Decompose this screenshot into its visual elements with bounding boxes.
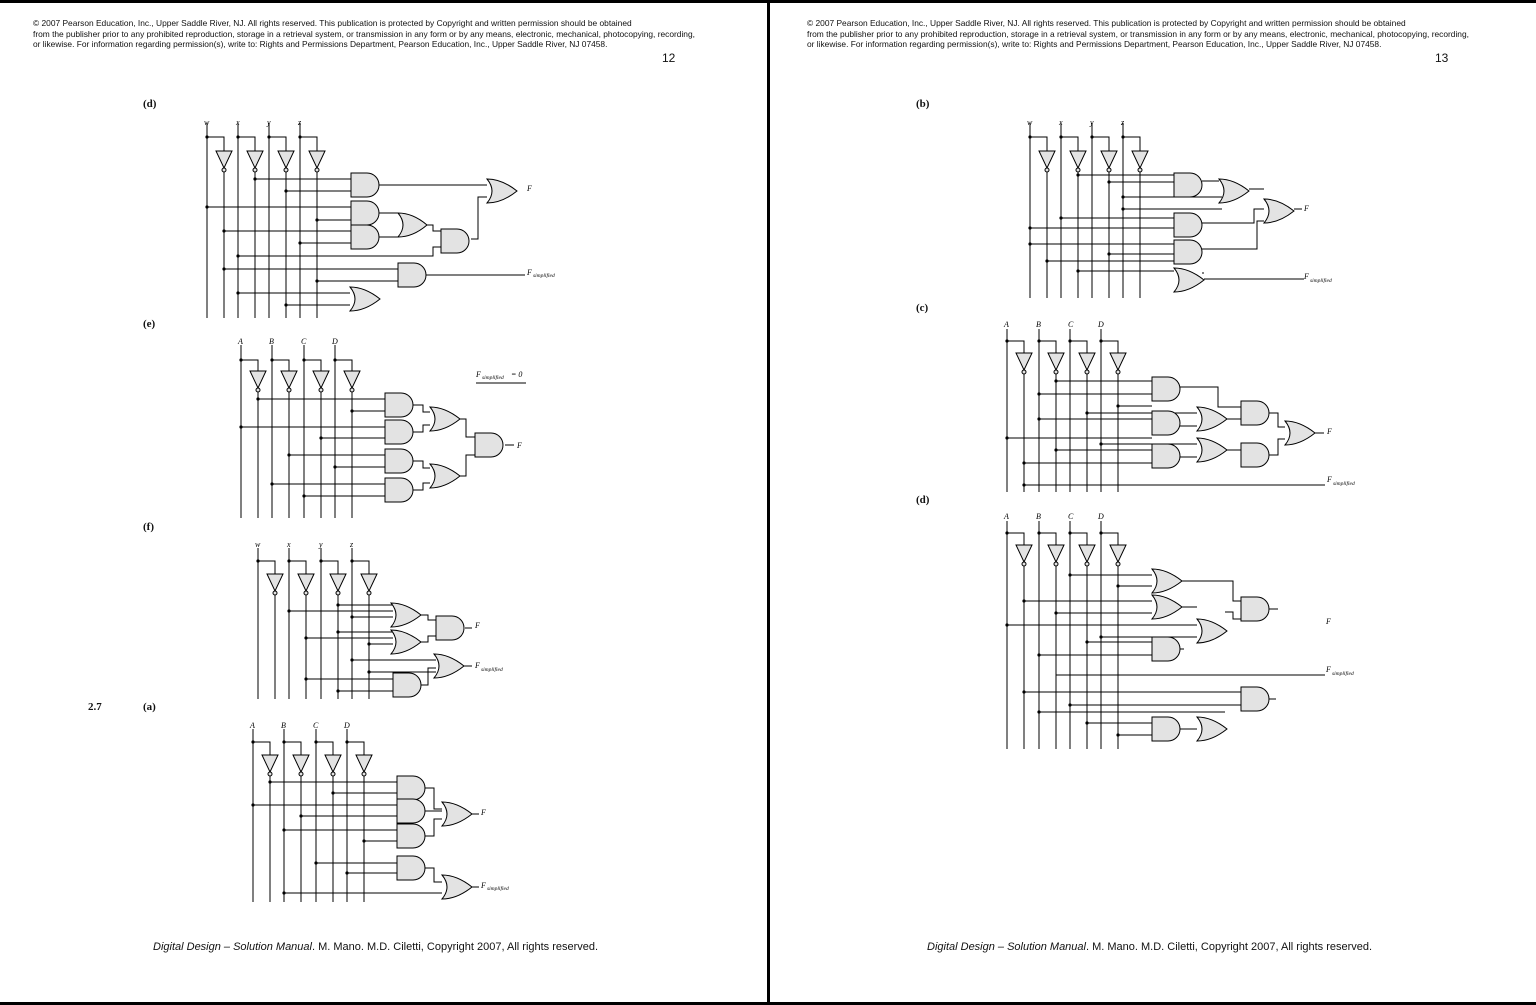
page-13 (770, 3, 1536, 1002)
simplified-equals-zero: = 0 (511, 370, 523, 379)
input-label-c: C (1068, 320, 1074, 329)
output-label-f-simplified: F (1327, 475, 1332, 484)
input-label-a: A (1004, 320, 1009, 329)
footer (927, 941, 1372, 953)
input-label-c: C (1068, 512, 1074, 521)
output-subscript-simplified: simplified (481, 667, 503, 673)
output-subscript-simplified: simplified (1332, 671, 1354, 677)
input-label-x: x (287, 540, 291, 549)
input-label-b: B (269, 337, 274, 346)
circuit-diagram-d (195, 113, 575, 323)
output-label-f: F (475, 621, 480, 630)
output-label-f-simplified: F (1304, 272, 1309, 281)
input-label-d: D (1098, 320, 1104, 329)
input-label-b: B (281, 721, 286, 730)
output-label-f-simplified: F (481, 881, 486, 890)
input-label-w: w (204, 118, 210, 127)
copyright-notice: © 2007 Pearson Education, Inc., Upper Saddle River, NJ. All rights reserved. This publication is protected by Copyright and written permission should be obtained from the publisher prior to any prohibited reproduction, storage in a retrieval system, or transmission in any form or by any means, electronic, mechanical, photocopying, recording, or likewise. For information regarding permission(s), write to: Rights and Permissions Department, Pearson Education, Inc., Upper Saddle River, NJ 07458. (33, 18, 695, 50)
page-number: 13 (1435, 51, 1449, 65)
input-label-c: C (301, 337, 307, 346)
part-label-b: (b) (916, 98, 930, 110)
footer (153, 941, 598, 953)
output-label-f: F (527, 184, 532, 193)
output-label-f-simplified: F (475, 661, 480, 670)
input-label-b: B (1036, 320, 1041, 329)
input-label-a: A (1004, 512, 1009, 521)
part-label-f: (f) (143, 521, 154, 533)
input-label-w: w (255, 540, 261, 549)
input-label-a: A (238, 337, 243, 346)
input-label-z: z (1121, 118, 1125, 127)
input-label-y: y (319, 540, 323, 549)
copyright-notice: © 2007 Pearson Education, Inc., Upper Saddle River, NJ. All rights reserved. This publication is protected by Copyright and written permission should be obtained from the publisher prior to any prohibited reproduction, storage in a retrieval system, or transmission in any form or by any means, electronic, mechanical, photocopying, recording, or likewise. For information regarding permission(s), write to: Rights and Permissions Department, Pearson Education, Inc., Upper Saddle River, NJ 07458. (807, 18, 1469, 50)
part-label-a: (a) (143, 701, 156, 713)
output-subscript-simplified: simplified (1310, 278, 1332, 284)
output-subscript-simplified: simplified (482, 375, 504, 381)
part-label-e: (e) (143, 318, 156, 330)
output-label-f-simplified: F (1326, 665, 1331, 674)
input-label-c: C (313, 721, 319, 730)
circuit-diagram-2-7a (242, 717, 532, 907)
page-12 (0, 3, 767, 1002)
input-label-x: x (236, 118, 240, 127)
circuit-diagram-f (248, 536, 538, 701)
output-label-f-simplified: F (527, 268, 532, 277)
input-label-y: y (1090, 118, 1094, 127)
circuit-diagram-right-d (998, 509, 1358, 754)
footer-title: Digital Design – Solution Manual (927, 941, 1086, 953)
circuit-diagram-b (1019, 113, 1369, 303)
output-label-f: F (1304, 204, 1309, 213)
input-label-z: z (298, 118, 302, 127)
output-subscript-simplified: simplified (1333, 481, 1355, 487)
output-label-f-simplified: F (476, 370, 481, 379)
part-label-c: (c) (916, 302, 929, 314)
footer-rest: . M. Mano. M.D. Ciletti, Copyright 2007, All rights reserved. (311, 941, 599, 953)
output-label-f: F (1327, 427, 1332, 436)
input-label-a: A (250, 721, 255, 730)
input-label-d: D (344, 721, 350, 730)
page-number: 12 (662, 51, 676, 65)
input-label-w: w (1027, 118, 1033, 127)
circuit-diagram-e (230, 333, 550, 523)
input-label-y: y (267, 118, 271, 127)
output-subscript-simplified: simplified (487, 886, 509, 892)
input-label-b: B (1036, 512, 1041, 521)
circuit-diagram-c (998, 317, 1358, 497)
output-subscript-simplified: simplified (533, 273, 555, 279)
output-label-f: F (517, 441, 522, 450)
output-label-f: F (1326, 617, 1331, 626)
footer-title: Digital Design – Solution Manual (153, 941, 312, 953)
part-label-d: (d) (916, 494, 930, 506)
input-label-d: D (332, 337, 338, 346)
output-label-f: F (481, 808, 486, 817)
part-label-d: (d) (143, 98, 157, 110)
input-label-d: D (1098, 512, 1104, 521)
footer-rest: . M. Mano. M.D. Ciletti, Copyright 2007, All rights reserved. (1085, 941, 1373, 953)
input-label-z: z (350, 540, 354, 549)
problem-number: 2.7 (88, 701, 102, 713)
input-label-x: x (1059, 118, 1063, 127)
